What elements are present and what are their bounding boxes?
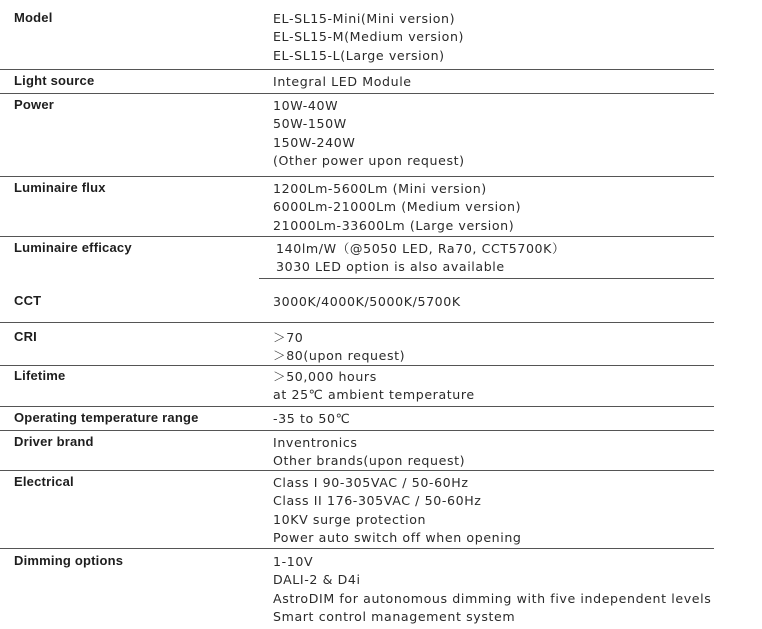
spec-label: Operating temperature range bbox=[14, 410, 199, 425]
row-divider bbox=[0, 365, 714, 366]
spec-value: Inventronics bbox=[273, 435, 358, 450]
spec-value: 21000Lm-33600Lm (Large version) bbox=[273, 217, 515, 233]
spec-values bbox=[273, 97, 465, 171]
spec-values bbox=[273, 10, 464, 65]
spec-values bbox=[273, 180, 521, 235]
spec-value: 1-10V bbox=[273, 554, 314, 569]
row-divider bbox=[0, 470, 714, 471]
row-divider bbox=[259, 278, 714, 279]
spec-label: Dimming options bbox=[14, 553, 124, 568]
spec-value: Other brands(upon request) bbox=[273, 453, 466, 469]
spec-value: 150W-240W bbox=[273, 134, 356, 150]
row-divider bbox=[0, 236, 714, 237]
row-divider bbox=[0, 406, 714, 407]
spec-label: Luminaire efficacy bbox=[14, 240, 132, 255]
spec-value: AstroDIM for autonomous dimming with five independent levels bbox=[273, 590, 712, 606]
row-divider bbox=[0, 322, 714, 323]
spec-values bbox=[273, 293, 461, 311]
spec-label: Lifetime bbox=[14, 368, 66, 383]
spec-values bbox=[276, 240, 565, 277]
spec-value: Class II 176-305VAC / 50-60Hz bbox=[273, 493, 482, 509]
spec-value: EL-SL15-M(Medium version) bbox=[273, 29, 465, 45]
row-divider bbox=[0, 430, 714, 431]
spec-value: Power auto switch off when opening bbox=[273, 530, 522, 546]
spec-value: DALI-2 & D4i bbox=[273, 572, 361, 588]
spec-value: Smart control management system bbox=[273, 609, 516, 625]
spec-label: Driver brand bbox=[14, 434, 94, 449]
row-divider bbox=[0, 93, 714, 94]
spec-value: Class I 90-305VAC / 50-60Hz bbox=[273, 475, 469, 490]
spec-value: (Other power upon request) bbox=[273, 153, 465, 169]
spec-value: ＞50,000 hours bbox=[273, 369, 377, 384]
spec-value: ＞70 bbox=[273, 330, 304, 345]
spec-values bbox=[273, 474, 522, 548]
spec-values bbox=[273, 410, 350, 428]
spec-label: Electrical bbox=[14, 474, 74, 489]
spec-values bbox=[273, 553, 711, 627]
row-divider bbox=[0, 69, 714, 70]
spec-value: 50W-150W bbox=[273, 116, 347, 132]
spec-values bbox=[273, 73, 412, 91]
spec-value: -35 to 50℃ bbox=[273, 411, 351, 426]
spec-value: at 25℃ ambient temperature bbox=[273, 387, 475, 403]
spec-value: 3030 LED option is also available bbox=[276, 259, 505, 275]
row-divider bbox=[0, 548, 714, 549]
spec-label: Model bbox=[14, 10, 53, 25]
row-divider bbox=[0, 176, 714, 177]
spec-values bbox=[273, 329, 405, 366]
spec-label: CRI bbox=[14, 329, 37, 344]
spec-value: 6000Lm-21000Lm (Medium version) bbox=[273, 199, 522, 215]
spec-value: Integral LED Module bbox=[273, 74, 412, 89]
spec-value: 1200Lm-5600Lm (Mini version) bbox=[273, 181, 487, 196]
spec-value: 140lm/W（@5050 LED, Ra70, CCT5700K） bbox=[276, 241, 566, 256]
spec-value: 3000K/4000K/5000K/5700K bbox=[273, 294, 461, 309]
spec-label: Power bbox=[14, 97, 55, 112]
spec-values bbox=[273, 434, 465, 471]
spec-label: CCT bbox=[14, 293, 42, 308]
spec-values bbox=[273, 368, 475, 405]
spec-value: 10KV surge protection bbox=[273, 511, 427, 527]
spec-value: EL-SL15-L(Large version) bbox=[273, 47, 445, 63]
spec-label: Luminaire flux bbox=[14, 180, 106, 195]
spec-label: Light source bbox=[14, 73, 95, 88]
spec-value: ＞80(upon request) bbox=[273, 348, 406, 364]
spec-value: 10W-40W bbox=[273, 98, 339, 113]
spec-value: EL-SL15-Mini(Mini version) bbox=[273, 11, 456, 26]
